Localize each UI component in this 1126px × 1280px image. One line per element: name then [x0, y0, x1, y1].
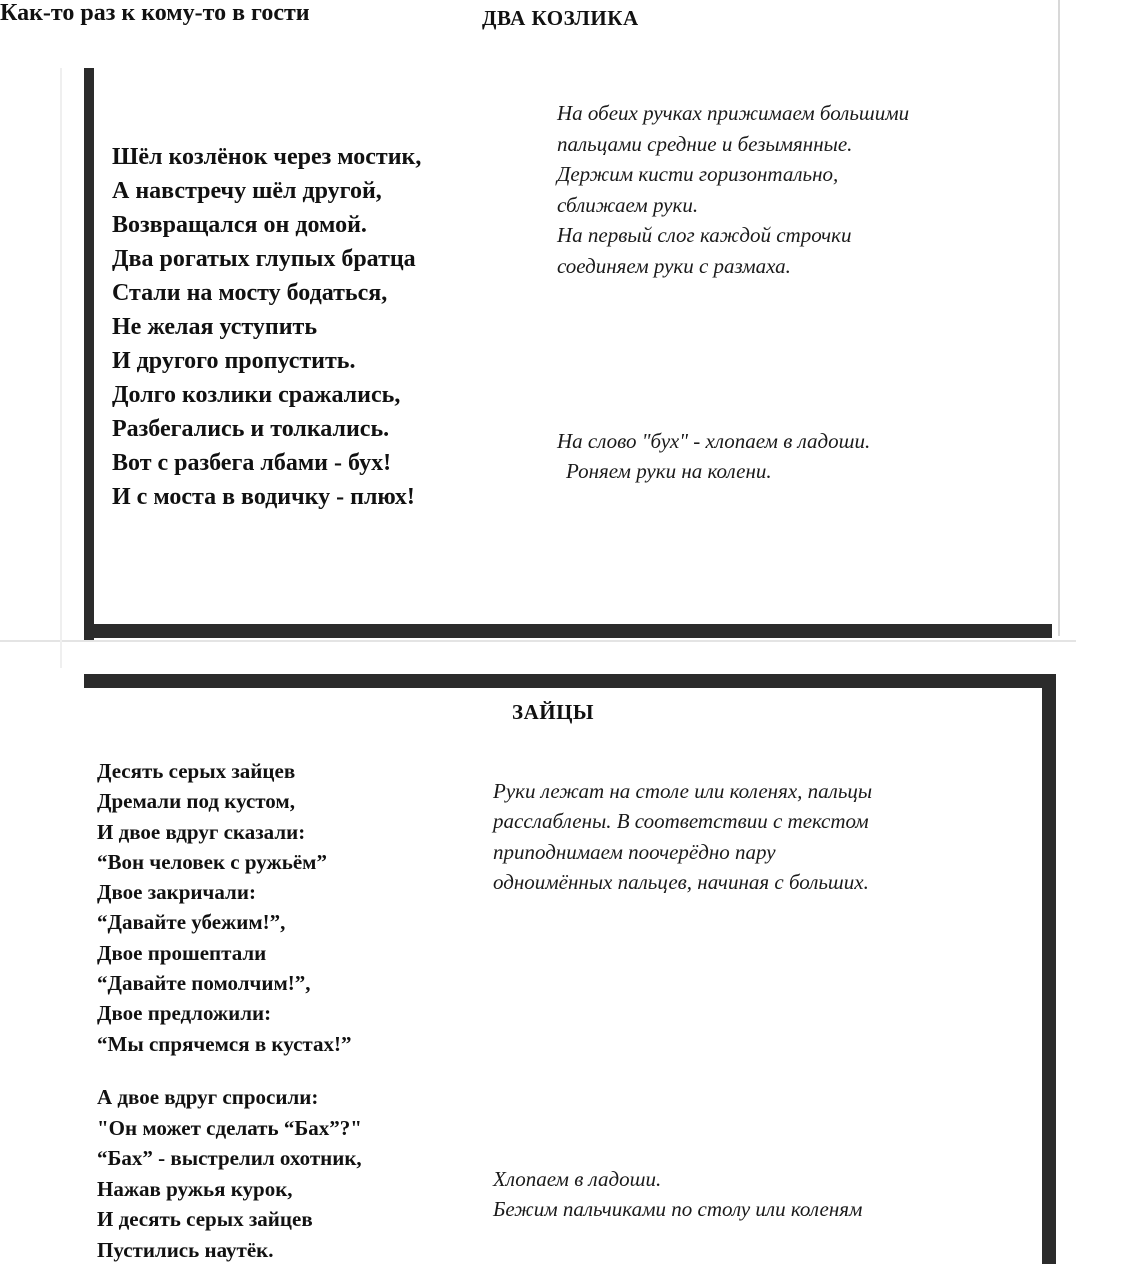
sheet-edge — [1058, 0, 1060, 636]
instruction-line: расслаблены. В соответствии с текстом — [493, 809, 869, 834]
poem-line: “Бах” - выстрелил охотник, — [97, 1146, 362, 1171]
poem-line: Пустились наутёк. — [97, 1237, 274, 1262]
poem-line: Вот с разбега лбами - бух! — [112, 450, 392, 476]
poem-line: Шёл козлёнок через мостик, — [112, 144, 422, 170]
card-two-goats — [0, 0, 1126, 510]
instruction-line: Хлопаем в ладоши. — [493, 1167, 662, 1191]
poem-line: Разбегались и толкались. — [112, 416, 390, 442]
instruction-line: На первый слог каждой строчки — [557, 223, 852, 247]
poem-lines — [112, 140, 421, 514]
poem-line: “Давайте помолчим!”, — [97, 971, 311, 996]
poem-line: Долго козлики сражались, — [112, 382, 401, 408]
card-frame-bottom-border — [84, 624, 1052, 638]
sheet-edge — [60, 68, 62, 668]
instruction-line: На обеих ручках прижимаем большими — [557, 101, 910, 125]
sheet-edge — [0, 640, 1076, 642]
poem-line: Стали на мосту бодаться, — [112, 280, 388, 306]
instruction-line: сближаем руки. — [557, 192, 699, 217]
instruction-line: пальцами средние и безымянные. — [557, 131, 853, 156]
poem-lines — [97, 1082, 362, 1266]
poem-line: И с моста в водичку - плюх! — [112, 484, 415, 510]
instruction-line: Роняем руки на колени. — [566, 459, 772, 483]
instruction-line: Держим кисти горизонтально, — [557, 162, 839, 186]
poem-first-line: Как-то раз к кому-то в гости — [0, 0, 310, 26]
card-title: ДВА КОЗЛИКА — [482, 6, 639, 30]
instructions-bottom — [493, 1164, 862, 1224]
poem-line: А навстречу шёл другой, — [112, 178, 382, 204]
poem-line: И двое вдруг сказали: — [97, 819, 306, 844]
instruction-line: одноимённых пальцев, начиная с больших. — [493, 869, 869, 894]
instruction-line: На слово "бух" - хлопаем в ладоши. — [557, 429, 871, 453]
poem-line: Не желая уступить — [112, 314, 318, 340]
poem-line: Дремали под кустом, — [97, 789, 295, 814]
poem-line: И десять серых зайцев — [97, 1207, 313, 1232]
instruction-line: приподнимаем поочерёдно пару — [493, 839, 776, 864]
instructions-bottom — [557, 426, 870, 486]
poem-line: Два рогатых глупых братца — [112, 246, 416, 272]
poem-line: “Давайте убежим!”, — [97, 910, 286, 935]
card-frame-right-border — [1042, 674, 1056, 1264]
poem-lines — [97, 756, 351, 1059]
poem-line: "Он может сделать “Бах”?" — [97, 1115, 362, 1140]
instruction-line: Руки лежат на столе или коленях, пальцы — [493, 779, 873, 803]
poem-line: И другого пропустить. — [112, 348, 356, 374]
instruction-line: Бежим пальчиками по столу или коленям — [493, 1197, 863, 1221]
instructions-top — [557, 98, 909, 281]
poem-line: Десять серых зайцев — [97, 759, 296, 783]
poem-line: Нажав ружья курок, — [97, 1176, 293, 1201]
card-frame-top-border — [84, 674, 1056, 688]
poem-line: “Вон человек с ружьём” — [97, 849, 327, 874]
instructions-top — [493, 776, 872, 897]
instruction-line: соединяем руки с размаха. — [557, 253, 791, 278]
poem-line: А двое вдруг спросили: — [97, 1085, 319, 1109]
card-frame-left-border — [84, 68, 94, 640]
poem-line: Возвращался он домой. — [112, 212, 367, 238]
poem-line: Двое предложили: — [97, 1001, 272, 1026]
poem-line: Двое закричали: — [97, 880, 256, 905]
poem-line: Двое прошептали — [97, 940, 267, 965]
card-title: ЗАЙЦЫ — [512, 700, 595, 724]
poem-line: “Мы спрячемся в кустах!” — [97, 1031, 352, 1056]
